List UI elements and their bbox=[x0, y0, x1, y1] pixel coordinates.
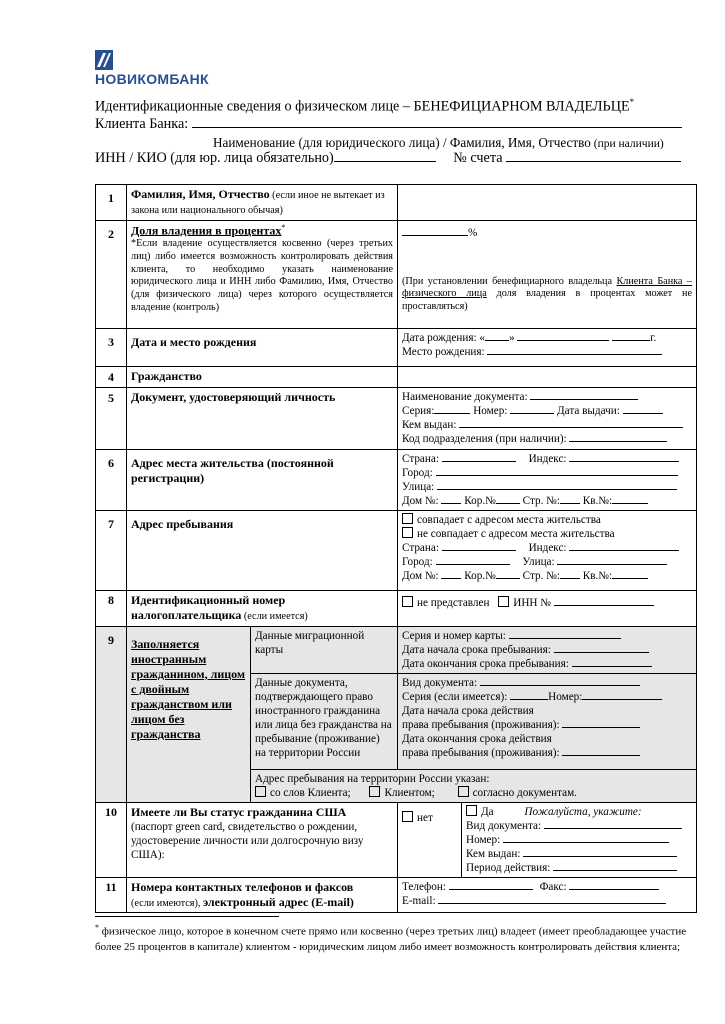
row-label: Имеете ли Вы статус гражданина США (паспорт green card, свидетельство о рождении, удостоверение личности или долгосрочную визу США): bbox=[127, 802, 398, 877]
inn-provided-checkbox[interactable] bbox=[498, 596, 509, 607]
bld-field[interactable] bbox=[496, 578, 520, 579]
migration-start-field[interactable] bbox=[554, 652, 649, 653]
row-number: 7 bbox=[96, 510, 127, 590]
index-field[interactable] bbox=[569, 550, 679, 551]
row-label: Гражданство bbox=[127, 366, 398, 387]
row-10 bbox=[96, 802, 697, 877]
apt-field[interactable] bbox=[612, 503, 648, 504]
us-status-no-checkbox[interactable] bbox=[402, 811, 413, 822]
doc-start-field[interactable] bbox=[562, 727, 640, 728]
row-number: 2 bbox=[96, 220, 127, 328]
row-number: 10 bbox=[96, 802, 127, 877]
row-number: 4 bbox=[96, 366, 127, 387]
inn-field[interactable] bbox=[334, 161, 436, 162]
birth-place-field[interactable] bbox=[487, 354, 662, 355]
row-5 bbox=[96, 387, 697, 449]
city-field[interactable] bbox=[436, 564, 510, 565]
row-number: 9 bbox=[96, 626, 127, 802]
row-1 bbox=[96, 185, 697, 221]
row-label: Дата и место рождения bbox=[127, 328, 398, 366]
id-document-cell: Наименование документа: Серия: Номер: Дата выдачи: Кем выдан: Код подразделения (при наличии): bbox=[398, 387, 697, 449]
doc-name-field[interactable] bbox=[530, 399, 638, 400]
bank-logo-text: НОВИКОМБАНК bbox=[95, 71, 209, 87]
per-documents-checkbox[interactable] bbox=[458, 786, 469, 797]
doc-issuer-field[interactable] bbox=[459, 427, 683, 428]
row-8 bbox=[96, 590, 697, 626]
row-label: Фамилия, Имя, Отчество (если иное не вытекает из закона или национального обычая) bbox=[127, 185, 398, 221]
ownership-percent-field[interactable] bbox=[402, 223, 468, 236]
email-field[interactable] bbox=[438, 903, 666, 904]
doc-end-field[interactable] bbox=[562, 755, 640, 756]
by-client-checkbox[interactable] bbox=[369, 786, 380, 797]
row-number: 3 bbox=[96, 328, 127, 366]
inn-cell: не представлен ИНН № bbox=[398, 590, 697, 626]
doc-series-field[interactable] bbox=[510, 699, 548, 700]
row-7 bbox=[96, 510, 697, 590]
footnote-separator bbox=[95, 916, 279, 917]
ownership-note: (При установлении бенефициарного владельца Клиента Банка – физического лица доля владения в процентах может не проставляться) bbox=[402, 275, 692, 312]
us-status-yes-checkbox[interactable] bbox=[466, 805, 477, 816]
apt-field[interactable] bbox=[612, 578, 648, 579]
account-field[interactable] bbox=[506, 161, 681, 162]
fax-field[interactable] bbox=[569, 889, 659, 890]
footnote: * физическое лицо, которое в конечном счете прямо или косвенно (через третьих лиц) владеет (имеет преобладающее участие более 25 процентов в капитале) клиентом - юридическим лицом либо имеет возможность контролировать действия клиента; bbox=[95, 923, 687, 953]
form-title: Идентификационные сведения о физическом лице – БЕНЕФИЦИАРНОМ ВЛАДЕЛЬЦЕ* bbox=[95, 97, 635, 115]
house-field[interactable] bbox=[441, 503, 461, 504]
row-number: 8 bbox=[96, 590, 127, 626]
full-name-field[interactable] bbox=[398, 185, 697, 221]
row-label: Адрес места жительства (постоянной регистрации) bbox=[127, 449, 398, 510]
birth-year-field[interactable] bbox=[612, 340, 650, 341]
client-subtitle: Наименование (для юридического лица) / Фамилия, Имя, Отчество (при наличии) bbox=[213, 135, 664, 150]
migration-card-label: Данные миграционной карты bbox=[251, 626, 398, 673]
row-4 bbox=[96, 366, 697, 387]
client-name-field[interactable] bbox=[192, 127, 682, 128]
inn-number-field[interactable] bbox=[554, 605, 654, 606]
doc-series-field[interactable] bbox=[434, 413, 470, 414]
inn-account-line: ИНН / КИО (для юр. лица обязательно) № счета bbox=[95, 150, 681, 167]
different-address-checkbox[interactable] bbox=[402, 527, 413, 538]
row-label: Документ, удостоверяющий личность bbox=[127, 387, 398, 449]
str-field[interactable] bbox=[560, 578, 580, 579]
us-doc-period-field[interactable] bbox=[553, 870, 677, 871]
house-field[interactable] bbox=[441, 578, 461, 579]
ownership-share-cell: % (При установлении бенефициарного владельца Клиента Банка – физического лица доля владения в процентах может не проставляться) bbox=[398, 220, 697, 328]
phone-field[interactable] bbox=[449, 889, 533, 890]
bld-field[interactable] bbox=[496, 503, 520, 504]
inn-not-provided-checkbox[interactable] bbox=[402, 596, 413, 607]
str-field[interactable] bbox=[560, 503, 580, 504]
residence-doc-cell: Вид документа: Серия (если имеется): Номер: Дата начала срока действия права пребывания (проживания): Дата окончания срока действия права пребывания (проживания): bbox=[398, 673, 697, 769]
us-status-yes-cell: Да Пожалуйста, укажите: Вид документа: Номер: Кем выдан: Период действия: bbox=[462, 802, 697, 877]
street-field[interactable] bbox=[557, 564, 667, 565]
migration-card-cell: Серия и номер карты: Дата начала срока пребывания: Дата окончания срока пребывания: bbox=[398, 626, 697, 673]
contacts-cell: Телефон: Факс: E-mail: bbox=[398, 877, 697, 913]
us-doc-number-field[interactable] bbox=[503, 842, 669, 843]
row-label: Адрес пребывания bbox=[127, 510, 398, 590]
us-doc-issuer-field[interactable] bbox=[523, 856, 677, 857]
doc-date-field[interactable] bbox=[623, 413, 663, 414]
us-doc-type-field[interactable] bbox=[544, 828, 682, 829]
migration-number-field[interactable] bbox=[509, 638, 621, 639]
residence-doc-label: Данные документа, подтверждающего право иностранного гражданина или лица без гражданства на пребывание (проживание) на территории России bbox=[251, 673, 398, 769]
citizenship-field[interactable] bbox=[398, 366, 697, 387]
city-field[interactable] bbox=[436, 475, 678, 476]
row-9-migration bbox=[96, 626, 697, 673]
doc-type-field[interactable] bbox=[480, 685, 640, 686]
index-field[interactable] bbox=[569, 461, 679, 462]
row-number: 1 bbox=[96, 185, 127, 221]
birth-cell: Дата рождения: « » г. Место рождения: bbox=[398, 328, 697, 366]
birth-day-field[interactable] bbox=[485, 340, 509, 341]
row-number: 11 bbox=[96, 877, 127, 913]
row-2 bbox=[96, 220, 697, 328]
residence-address-cell: Страна: Индекс: Город: Улица: Дом №: Кор.№ Стр. №: Кв.№: bbox=[398, 449, 697, 510]
same-address-checkbox[interactable] bbox=[402, 513, 413, 524]
street-field[interactable] bbox=[437, 489, 677, 490]
client-line: Клиента Банка: bbox=[95, 116, 682, 133]
row-3 bbox=[96, 328, 697, 366]
country-field[interactable] bbox=[442, 461, 516, 462]
row-label: Заполняется иностранным гражданином, лицом с двойным гражданством или лицом без гражданства bbox=[127, 626, 251, 802]
beneficiary-form-table bbox=[95, 184, 697, 913]
row-label: Доля владения в процентах* *Если владение осуществляется косвенно (через третьих лиц) либо имеется возможность контролировать действия клиента, то необходимо указать наименование юридического лица и ИНН либо Фамилию, Имя, Отчество (для физического лица) через которого осуществляется владение (контроль) bbox=[127, 220, 398, 328]
doc-number-field[interactable] bbox=[582, 699, 662, 700]
row-number: 6 bbox=[96, 449, 127, 510]
row-number: 5 bbox=[96, 387, 127, 449]
from-client-words-checkbox[interactable] bbox=[255, 786, 266, 797]
row-label: Идентификационный номер налогоплательщика (если имеется) bbox=[127, 590, 398, 626]
stay-address-cell: совпадает с адресом места жительства не совпадает с адресом места жительства Страна: Индекс: Город: Улица: Дом №: Кор.№ Стр. №: Кв.№: bbox=[398, 510, 697, 590]
row-label: Номера контактных телефонов и факсов (если имеются), электронный адрес (E-mail) bbox=[127, 877, 398, 913]
migration-end-field[interactable] bbox=[572, 666, 652, 667]
address-source-cell: Адрес пребывания на территории России указан: со слов Клиента; Клиентом; согласно документам. bbox=[251, 769, 697, 802]
us-status-no-cell: нет bbox=[398, 802, 462, 877]
row-11 bbox=[96, 877, 697, 913]
bank-logo-icon bbox=[95, 50, 113, 70]
doc-number-field[interactable] bbox=[510, 413, 554, 414]
doc-division-field[interactable] bbox=[569, 441, 667, 442]
country-field[interactable] bbox=[442, 550, 516, 551]
row-6 bbox=[96, 449, 697, 510]
birth-month-field[interactable] bbox=[517, 340, 609, 341]
